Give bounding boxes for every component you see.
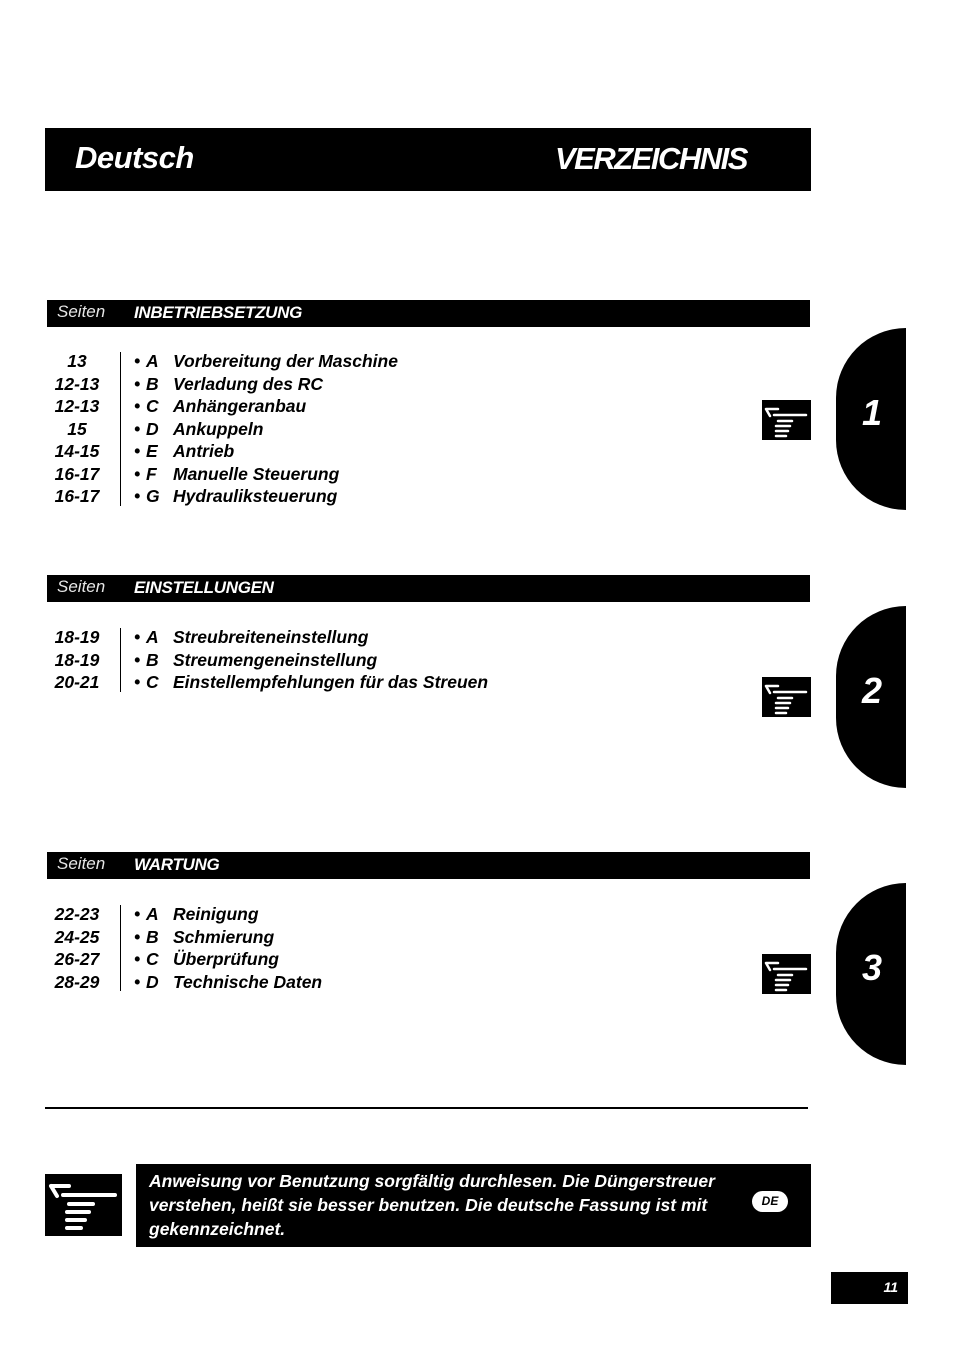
item-letter: B [146, 649, 159, 670]
toc-item[interactable]: 12-13 • B Verladung des RC [45, 373, 605, 396]
seiten-label: Seiten [57, 302, 106, 321]
pointing-hand-icon [45, 1174, 122, 1236]
item-letter: F [146, 463, 157, 484]
item-label: Anhängeranbau [173, 396, 307, 416]
section-title: WARTUNG [134, 855, 220, 874]
item-label: Technische Daten [173, 971, 323, 992]
page-ref: 13 [67, 351, 87, 371]
toc-item[interactable]: 16-17 • F Manuelle Steuerung [45, 463, 605, 486]
item-label: Streubreiteneinstellung [173, 627, 369, 647]
toc-list-3 [45, 903, 605, 993]
page-ref: 24-25 [54, 926, 100, 947]
item-letter: G [146, 486, 160, 506]
language-label: Deutsch [75, 140, 194, 175]
page-number-box [831, 1272, 908, 1304]
page-ref: 12-13 [54, 373, 100, 394]
toc-item[interactable]: 24-25 • B Schmierung [45, 926, 605, 949]
item-label: Manuelle Steuerung [173, 463, 340, 484]
page-ref: 14-15 [54, 441, 100, 461]
item-letter: A [146, 627, 159, 647]
toc-list-2 [45, 626, 605, 694]
item-letter: A [146, 351, 159, 371]
item-letter: B [146, 373, 159, 394]
note-line: verstehen, heißt sie besser benutzen. Die deutsche Fassung ist mit [149, 1195, 708, 1215]
page-ref: 18-19 [54, 649, 100, 670]
toc-item[interactable]: 15 • D Ankuppeln [45, 418, 605, 441]
chapter-tab-3[interactable] [836, 883, 906, 1065]
page-ref: 16-17 [54, 486, 100, 506]
item-letter: D [146, 971, 159, 992]
divider-rule [45, 1107, 808, 1109]
instruction-note [136, 1164, 811, 1247]
section-title: INBETRIEBSETZUNG [134, 303, 303, 322]
item-letter: C [146, 672, 159, 692]
page-header [45, 128, 811, 191]
item-label: Einstellempfehlungen für das Streuen [173, 672, 489, 692]
item-letter: D [146, 418, 159, 439]
section-header-einstellungen [47, 575, 810, 602]
section-title: EINSTELLUNGEN [134, 578, 274, 597]
note-line: gekennzeichnet. [149, 1219, 286, 1239]
pointing-hand-icon [762, 677, 811, 717]
language-badge: DE [752, 1191, 788, 1212]
page-ref: 28-29 [54, 971, 100, 992]
toc-item[interactable]: 28-29 • D Technische Daten [45, 971, 605, 994]
page-ref: 15 [67, 418, 87, 439]
toc-item[interactable]: 18-19 • A Streubreiteneinstellung [45, 626, 605, 649]
item-letter: A [146, 904, 159, 924]
item-label: Streumengeneinstellung [173, 649, 378, 670]
page-ref: 26-27 [54, 949, 100, 969]
toc-item[interactable]: 16-17 • G Hydrauliksteuerung [45, 485, 605, 508]
item-letter: B [146, 926, 159, 947]
section-header-inbetriebsetzung [47, 300, 810, 327]
toc-item[interactable]: 20-21 • C Einstellempfehlungen für das Streuen [45, 671, 605, 694]
chapter-number: 1 [862, 392, 883, 433]
item-label: Schmierung [173, 926, 275, 947]
pointing-hand-icon [762, 400, 811, 440]
item-label: Überprüfung [173, 949, 279, 969]
toc-item[interactable]: 12-13 • C Anhängeranbau [45, 395, 605, 418]
page-ref: 20-21 [54, 672, 100, 692]
page-title: VERZEICHNIS [555, 141, 747, 176]
chapter-number: 3 [862, 947, 883, 988]
chapter-tab-1[interactable] [836, 328, 906, 510]
chapter-tab-2[interactable] [836, 606, 906, 788]
section-header-wartung [47, 852, 810, 879]
item-label: Ankuppeln [173, 418, 264, 439]
page-ref: 22-23 [54, 904, 100, 924]
item-label: Verladung des RC [173, 373, 324, 394]
toc-item[interactable]: 22-23 • A Reinigung [45, 903, 605, 926]
seiten-label: Seiten [57, 577, 106, 596]
item-letter: C [146, 396, 159, 416]
page-ref: 12-13 [54, 396, 100, 416]
toc-list-1 [45, 350, 605, 508]
item-label: Reinigung [173, 904, 259, 924]
page-ref: 16-17 [54, 463, 100, 484]
item-label: Hydrauliksteuerung [173, 486, 338, 506]
chapter-number: 2 [862, 670, 883, 711]
toc-item[interactable]: 14-15 • E Antrieb [45, 440, 605, 463]
item-label: Antrieb [173, 441, 235, 461]
page-number: 11 [883, 1279, 898, 1295]
toc-item[interactable]: 18-19 • B Streumengeneinstellung [45, 649, 605, 672]
note-line: Anweisung vor Benutzung sorgfältig durchlesen. Die Düngerstreuer [149, 1171, 715, 1191]
page-ref: 18-19 [54, 627, 100, 647]
toc-item[interactable]: 26-27 • C Überprüfung [45, 948, 605, 971]
item-label: Vorbereitung der Maschine [173, 351, 398, 371]
toc-item[interactable]: 13 • A Vorbereitung der Maschine [45, 350, 605, 373]
seiten-label: Seiten [57, 854, 106, 873]
item-letter: E [146, 441, 158, 461]
item-letter: C [146, 949, 159, 969]
pointing-hand-icon [762, 954, 811, 994]
